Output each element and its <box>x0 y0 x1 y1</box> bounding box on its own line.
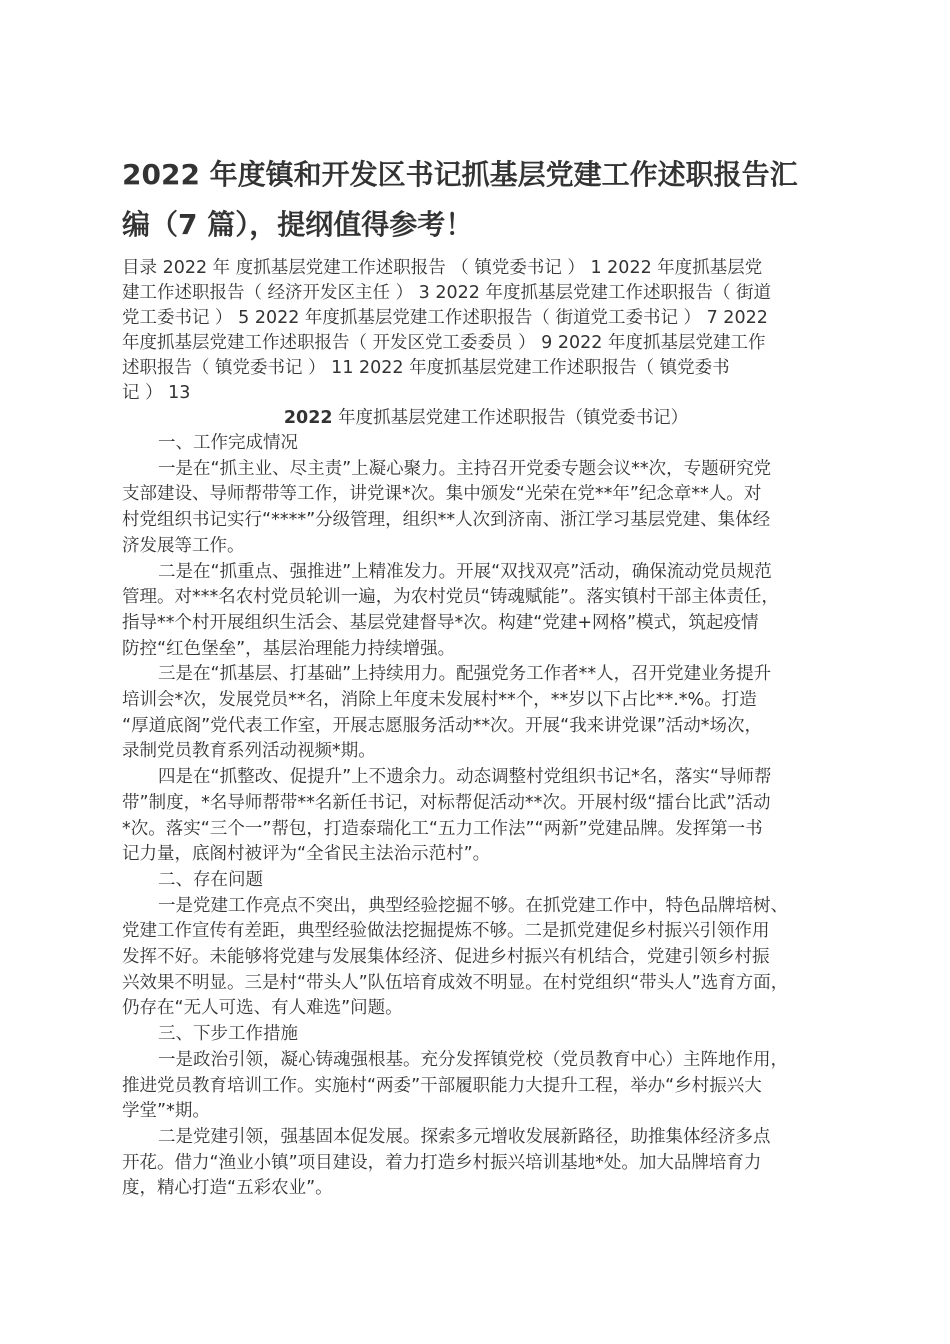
report-line: 管理。对***名农村党员轮训一遍，为农村党员“铸魂赋能”。落实镇村干部主体责任， <box>122 587 779 608</box>
report-line: 二是党建引领，强基固本促发展。探索多元增收发展新路径，助推集体经济多点 <box>158 1126 771 1147</box>
report-line: 记力量，底阁村被评为“全省民主法治示范村”。 <box>122 844 491 865</box>
title-line: 编（7 篇），提纲值得参考！ <box>122 208 474 241</box>
toc-line: 记 ） 13 <box>122 383 191 403</box>
report-subtitle-text: 年度抓基层党建工作述职报告（镇党委书记） <box>332 408 689 428</box>
toc-line: 建工作述职报告（ 经济开发区主任 ） 3 2022 年度抓基层党建工作述职报告（ 街道 <box>122 283 772 303</box>
document-title <box>122 150 850 250</box>
report-line: 学堂”*期。 <box>122 1101 210 1122</box>
toc-line: 目录 2022 年 度抓基层党建工作述职报告 （ 镇党委书记 ） 1 2022 年度抓基层党 <box>122 258 763 278</box>
report-line: 一是在“抓主业、尽主责”上凝心聚力。主持召开党委专题会议**次，专题研究党 <box>158 458 772 479</box>
report-line: 发挥不好。未能够将党建与发展集体经济、促进乡村振兴有机结合，党建引领乡村振 <box>122 947 770 968</box>
report-subtitle <box>122 406 850 431</box>
document-page <box>122 150 850 1202</box>
report-line: 一是政治引领，凝心铸魂强根基。充分发挥镇党校（党员教育中心）主阵地作用， <box>158 1049 788 1070</box>
report-line: 四是在“抓整改、促提升”上不遗余力。动态调整村党组织书记*名，落实“导师帮 <box>158 767 772 788</box>
report-line: 村党组织书记实行“****”分级管理，组织**人次到济南、浙江学习基层党建、集体经 <box>122 510 771 531</box>
report-line: 推进党员教育培训工作。实施村“两委”干部履职能力大提升工程，举办“乡村振兴大 <box>122 1075 762 1096</box>
report-line: 仍存在“无人可选、有人难选”问题。 <box>122 998 403 1019</box>
report-line: 二是在“抓重点、强推进”上精准发力。开展“双找双亮”活动，确保流动党员规范 <box>158 561 772 582</box>
report-line: 一、工作完成情况 <box>158 433 298 453</box>
report-line: 开花。借力“渔业小镇”项目建设，着力打造乡村振兴培训基地*处。加大品牌培育力 <box>122 1152 762 1173</box>
report-line: 党建工作宣传有差距，典型经验做法挖掘提炼不够。二是抓党建促乡村振兴引领作用 <box>122 921 770 942</box>
table-of-contents <box>122 256 850 406</box>
report-line: 三是在“抓基层、打基础”上持续用力。配强党务工作者**人，召开党建业务提升 <box>158 664 772 685</box>
report-line: 带”制度，*名导师帮带**名新任书记，对标帮促活动**次。开展村级“擂台比武”活动 <box>122 792 771 813</box>
toc-line: 党工委书记 ） 5 2022 年度抓基层党建工作述职报告（ 街道党工委书记 ） 7 2022 <box>122 308 768 328</box>
report-body <box>122 431 850 1202</box>
toc-line: 年度抓基层党建工作述职报告（ 开发区党工委委员 ） 9 2022 年度抓基层党建工作 <box>122 333 766 353</box>
report-year: 2022 <box>283 408 333 428</box>
report-line: 指导**个村开展组织生活会、基层党建督导*次。构建“党建+网格”模式，筑起疫情 <box>122 612 759 633</box>
report-line: 一是党建工作亮点不突出，典型经验挖掘不够。在抓党建工作中，特色品牌培树、 <box>158 895 788 916</box>
report-line: *次。落实“三个一”帮包，打造泰瑞化工“五力工作法”“两新”党建品牌。发挥第一书 <box>122 818 763 839</box>
report-line: 济发展等工作。 <box>122 535 245 556</box>
toc-line: 述职报告（ 镇党委书记 ） 11 2022 年度抓基层党建工作述职报告（ 镇党委书 <box>122 358 730 378</box>
report-line: 支部建设、导师帮带等工作，讲党课*次。集中颁发“光荣在党**年”纪念章**人。对 <box>122 484 762 505</box>
report-line: 兴效果不明显。三是村“带头人”队伍培育成效不明显。在村党组织“带头人”选育方面， <box>122 972 789 993</box>
report-line: 二、存在问题 <box>158 869 263 890</box>
title-line: 2022 年度镇和开发区书记抓基层党建工作述职报告汇 <box>122 158 798 191</box>
report-line: 防控“红色堡垒”，基层治理能力持续增强。 <box>122 638 456 659</box>
report-line: 录制党员教育系列活动视频*期。 <box>122 741 376 762</box>
report-line: 三、下步工作措施 <box>158 1024 298 1045</box>
report-line: 度，精心打造“五彩农业”。 <box>122 1178 333 1199</box>
report-line: “厚道底阁”党代表工作室，开展志愿服务活动**次。开展“我来讲党课”活动*场次， <box>122 715 763 736</box>
report-line: 培训会*次，发展党员**名，消除上年度未发展村**个，**岁以下占比**.*%。打造 <box>122 690 757 711</box>
